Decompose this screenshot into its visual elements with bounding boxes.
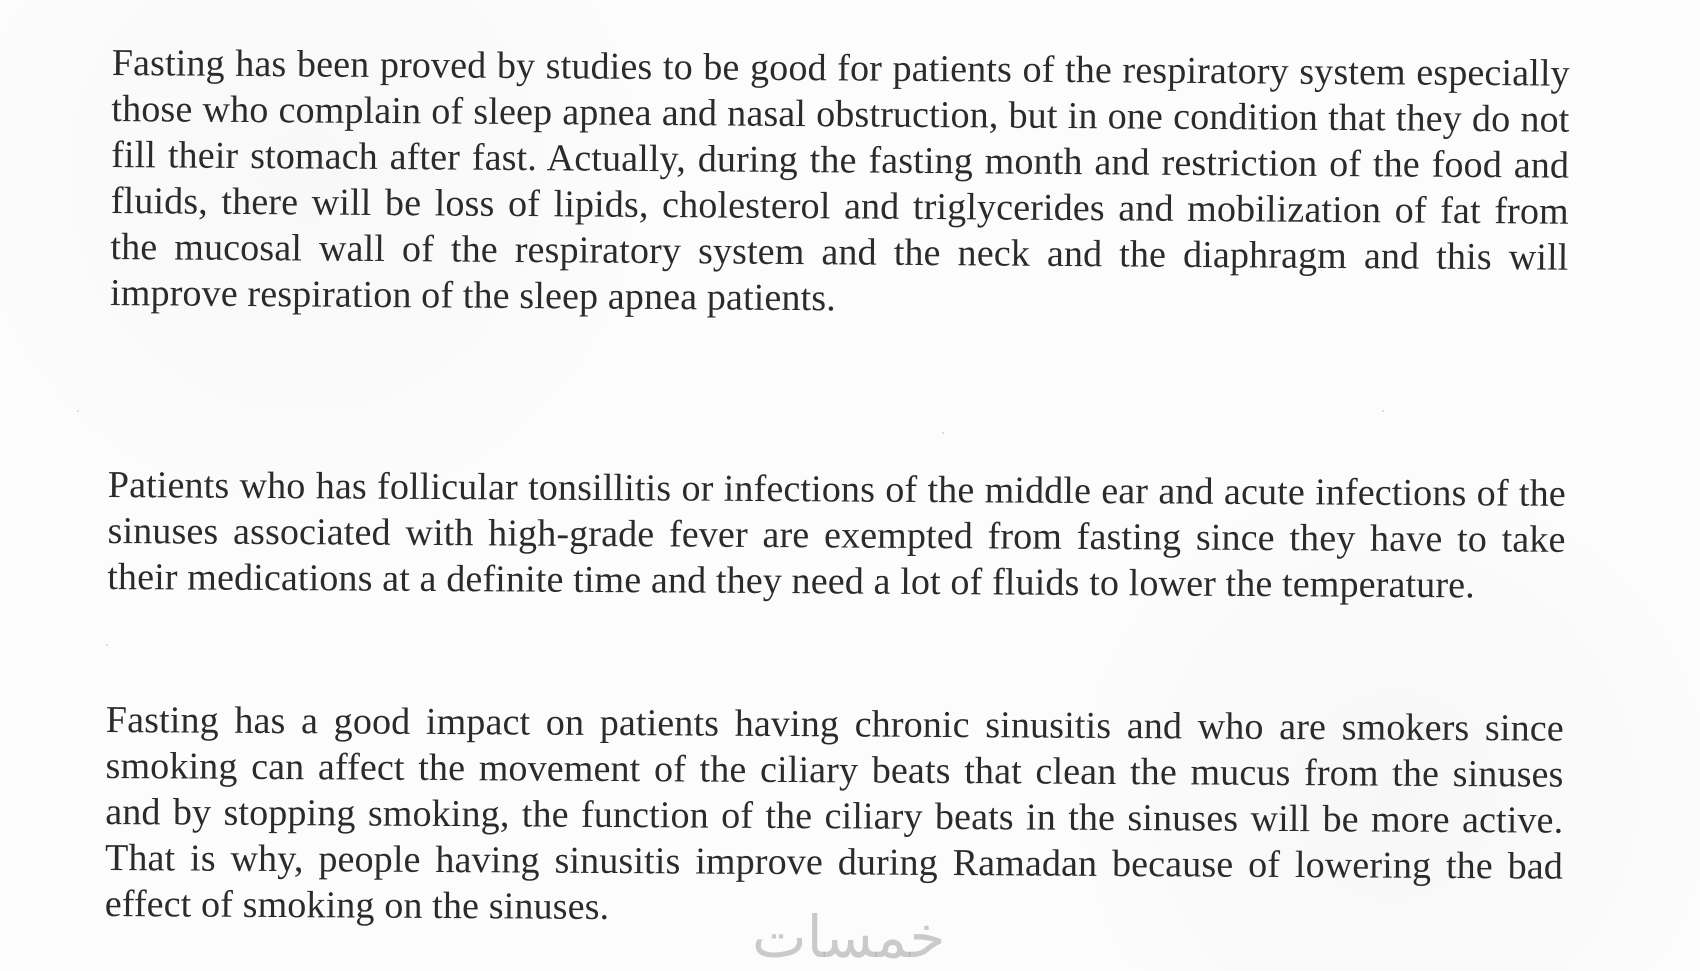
paragraph-chronic-sinusitis: Fasting has a good impact on patients having chronic sinusitis and who are smokers since smoking can affect the movement of the ciliary beats that clean the mucus from the sinuses and by stopping smoking, the function of the ciliary beats in the sinuses will be more active. That is why, people having sinusitis improve during Ramadan because of lowering the bad effect of smoking on the sinuses.	[104, 698, 1564, 928]
scan-speck	[942, 432, 944, 434]
top-text-fragment	[1210, 0, 1550, 6]
paragraph-acute-infections: Patients who has follicular tonsillitis or infections of the middle ear and acute infections of the sinuses associated with high-grade fever are exempted from fasting since they have to take their medications at a definite time and they need a lot of fluids to lower the temperature.	[107, 463, 1566, 607]
scan-speck	[1382, 410, 1384, 412]
watermark-logo: خمسات	[752, 903, 946, 971]
scan-speck	[77, 410, 79, 412]
paragraph-respiratory-benefits: Fasting has been proved by studies to be good for patients of the respiratory system especially those who complain of sleep apnea and nasal obstruction, but in one condition that they do not fill their stomach after fast. Actually, during the fasting month and restriction of the food and fluids, there will be loss of lipids, cholesterol and triglycerides and mobilization of fat from the mucosal wall of the respiratory system and the neck and the diaphragm and this will improve respiration of the sleep apnea patients.	[109, 41, 1570, 320]
scan-speck	[106, 644, 108, 646]
